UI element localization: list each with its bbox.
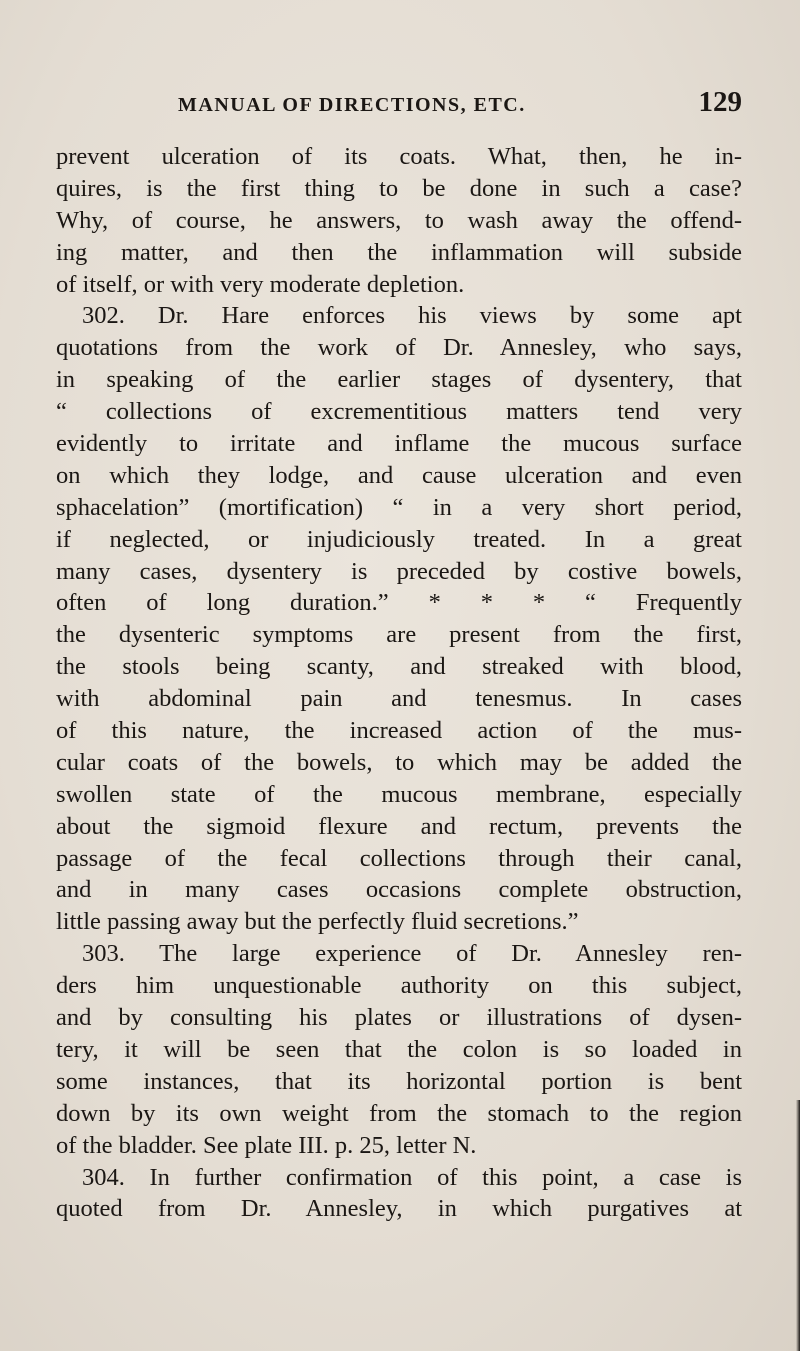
- text-line: sphacelation” (mortification) “ in a very short period,: [56, 493, 742, 521]
- text-line: and by consulting his plates or illustrations of dysen-: [56, 1004, 742, 1032]
- text-line: the stools being scanty, and streaked with blood,: [56, 653, 742, 681]
- text-line: down by its own weight from the stomach to the region: [56, 1099, 742, 1127]
- text-line: passage of the fecal collections through their canal,: [56, 844, 742, 872]
- text-line: of this nature, the increased action of the mus-: [56, 717, 742, 745]
- text-line: with abdominal pain and tenesmus. In cases: [56, 685, 742, 713]
- paragraph-303-start: 303. The large experience of Dr. Annesley ren-: [82, 940, 742, 968]
- text-line: ders him unquestionable authority on this subject,: [56, 972, 742, 1000]
- text-line: little passing away but the perfectly fluid secretions.”: [56, 908, 579, 936]
- text-line: “ collections of excrementitious matters tend very: [56, 398, 742, 426]
- text-line: often of long duration.” * * * “ Frequently: [56, 589, 742, 617]
- text-line: in speaking of the earlier stages of dysentery, that: [56, 366, 742, 394]
- text-line: tery, it will be seen that the colon is so loaded in: [56, 1035, 742, 1063]
- text-line: about the sigmoid flexure and rectum, prevents the: [56, 812, 742, 840]
- text-line: swollen state of the mucous membrane, especially: [56, 780, 742, 808]
- text-line: cular coats of the bowels, to which may be added the: [56, 748, 742, 776]
- running-head: MANUAL OF DIRECTIONS, ETC.: [178, 94, 526, 116]
- text-line: if neglected, or injudiciously treated. In a great: [56, 525, 742, 553]
- text-line: the dysenteric symptoms are present from the first,: [56, 621, 742, 649]
- body-text: [56, 141, 742, 1225]
- text-line: prevent ulceration of its coats. What, then, he in-: [56, 143, 742, 170]
- page-number: 129: [698, 86, 742, 118]
- text-line: quoted from Dr. Annesley, in which purgatives at: [56, 1195, 742, 1223]
- text-line: many cases, dysentery is preceded by costive bowels,: [56, 557, 742, 585]
- text-line: ing matter, and then the inflammation will subside: [56, 238, 742, 266]
- text-line: on which they lodge, and cause ulceration and even: [56, 461, 742, 489]
- text-line: and in many cases occasions complete obstruction,: [56, 876, 742, 904]
- text-line: evidently to irritate and inflame the mucous surface: [56, 430, 742, 458]
- text-line: some instances, that its horizontal portion is bent: [56, 1067, 742, 1095]
- text-line: quires, is the first thing to be done in such a case?: [56, 174, 742, 202]
- text-line: of itself, or with very moderate depletion.: [56, 270, 465, 298]
- page-edge-shadow: [796, 1100, 800, 1351]
- text-line: quotations from the work of Dr. Annesley, who says,: [56, 334, 742, 362]
- text-line: of the bladder. See plate III. p. 25, letter N.: [56, 1131, 477, 1159]
- text-line: Why, of course, he answers, to wash away the offend-: [56, 206, 742, 234]
- paragraph-304-start: 304. In further confirmation of this point, a case is: [82, 1163, 742, 1191]
- page-header: [150, 86, 742, 126]
- paragraph-302-start: 302. Dr. Hare enforces his views by some apt: [82, 302, 742, 330]
